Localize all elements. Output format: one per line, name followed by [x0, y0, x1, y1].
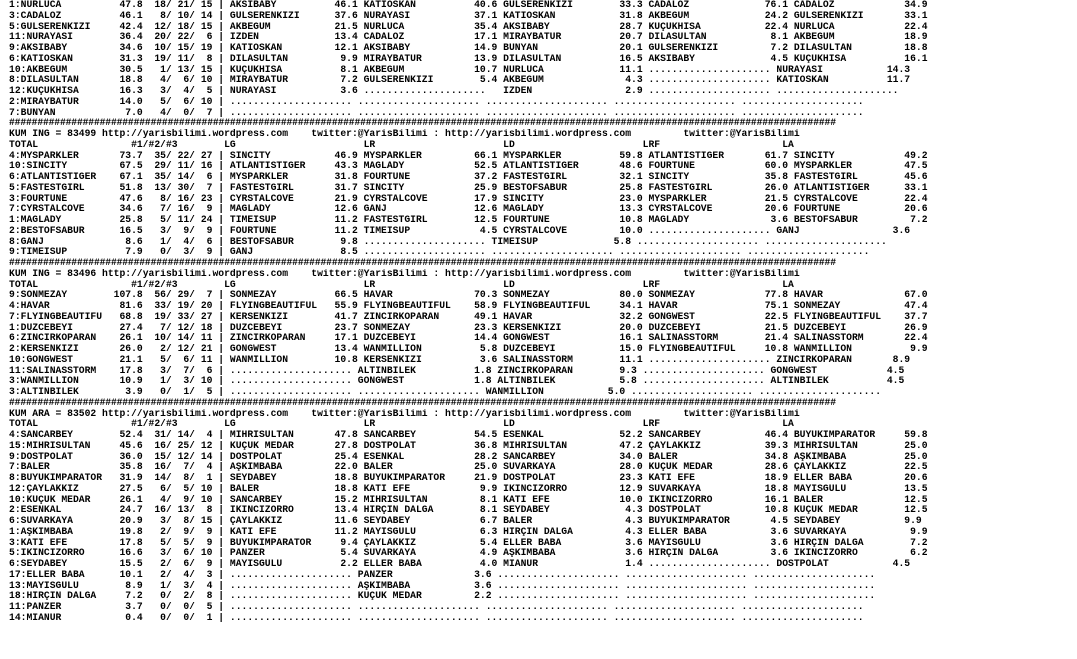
separator-line: ##################################################################################################################################################	[9, 397, 836, 408]
text-line: 11:NURAYASI 36.4 20/ 22/ 6 | İZDEN 13.4 CADALOZ 17.1 MİRAYBATUR 20.7 DİLASULTAN 8.1 AKBEGÜM 18.9	[9, 32, 928, 43]
text-line: 3:ALTINBİLEK 3.9 0/ 1/ 5 | ..................... ..................... WANMILLION 5.0 ..................... .....................	[9, 387, 882, 397]
text-line: TOTAL #1/#2/#3 LG LR LD LRF LA	[9, 139, 794, 150]
text-line: 8:GANJ 8.6 1/ 4/ 6 | BESTOFSABUR 9.8 ..................... TIMEISUP 5.8 ..................... .....................	[9, 236, 887, 247]
text-line: 8:DİLASULTAN 18.8 4/ 6/ 10 | MİRAYBATUR 7.2 GÜLSERENKIZI 5.4 AKBEGÜM 4.3 ..................... KATIÖSKAN 11.7	[9, 75, 911, 86]
text-line: 14:MİANUR 0.4 0/ 0/ 1 | ..................... ..................... ..................... ..................... .....................	[9, 612, 864, 623]
text-line: 10:AKBEGÜM 30.5 1/ 13/ 15 | KÜÇÜKHİSA 8.1 AKBEGÜM 10.7 NURLUCA 11.1 ..................... NURAYASI 14.3	[9, 64, 911, 75]
text-line: 7:FLYINGBEAUTIFU 68.8 19/ 33/ 27 | KERSENKIZI 41.7 ZİNCİRKOPARAN 49.1 HAVAR 32.2 GONGWEST 22.5 FLYINGBEAUTIFUL 37.7	[9, 311, 928, 322]
text-line: 7:BALER 35.8 16/ 7/ 4 | AŞKIMBABA 22.0 BALER 25.0 SUVARKAYA 28.0 KÜÇÜK MEDAR 28.6 ÇAYLAKKIZ 22.5	[9, 462, 928, 473]
text-line: 17:ELLER BABA 10.1 2/ 4/ 3 | ..................... PANZER 3.6 ..................... ..................... .....................	[9, 569, 876, 580]
text-line: 2:KERSENKIZI 26.0 2/ 12/ 21 | GONGWEST 13.4 WANMILLION 5.8 DÜZCEBEYİ 15.0 FLYINGBEAUTIFUL 10.8 WANMILLION 9.9	[9, 344, 928, 354]
text-line: 4:HAVAR 81.6 33/ 19/ 20 | FLYINGBEAUTIFUL 55.9 FLYINGBEAUTIFUL 58.9 FLYINGBEAUTIFUL 34.1 HAVAR 75.1 SÖNMEZAY 47.4	[9, 301, 928, 311]
text-line: 10:SINCITY 67.5 29/ 11/ 16 | ATLANTISTIGER 43.3 MAGLADY 52.5 ATLANTISTIGER 48.6 FOURTUNE 60.0 MYSPARKLER 47.5	[9, 161, 928, 172]
text-line: 1:NURLUCA 47.8 18/ 21/ 15 | AKSIBABY 46.1 KATIÖSKAN 40.6 GÜLSERENKIZI 33.3 CADALOZ 76.1 CADALOZ 34.9	[9, 0, 928, 10]
text-line: 10:KÜÇÜK MEDAR 26.1 4/ 9/ 10 | SANCARBEY 15.2 MİHRİSULTAN 8.1 KATİ EFE 10.0 İKİNCİZORRO 16.1 BALER 12.5	[9, 494, 928, 505]
text-line: 11:SALINASSTORM 17.8 3/ 7/ 6 | ..................... ALTINBİLEK 1.8 ZİNCİRKOPARAN 9.3 ..................... GONGWEST 4.5	[9, 365, 905, 376]
text-line: 9:TIMEISUP 7.9 0/ 3/ 9 | GANJ 8.5 ..................... ..................... ..................... .....................	[9, 247, 870, 258]
text-line: 1:MAGLADY 25.8 5/ 11/ 24 | TIMEISUP 11.2 FASTESTGIRL 12.5 FOURTUNE 10.8 MAGLADY 3.6 BESTOFSABUR 7.2	[9, 215, 928, 225]
text-line: 9:AKSIBABY 34.6 10/ 15/ 19 | KATIÖSKAN 12.1 AKSIBABY 14.9 BÜNYAN 20.1 GÜLSERENKIZI 7.2 DİLASULTAN 18.8	[9, 43, 928, 53]
text-line: 9:SÖNMEZAY 107.8 56/ 29/ 7 | SÖNMEZAY 66.5 HAVAR 70.3 SÖNMEZAY 80.0 SÖNMEZAY 77.8 HAVAR 67.0	[9, 290, 928, 301]
text-line: 8:BÜYÜKİMPARATOR 31.9 14/ 8/ 1 | SEYDABEY 18.8 BÜYÜKİMPARATOR 21.9 DOSTPOLAT 23.3 KATİ EFE 18.9 ELLER BABA 20.6	[9, 473, 928, 483]
text-line: 3:CADALOZ 46.1 8/ 10/ 14 | GÜLSERENKIZI 37.6 NURAYASI 37.1 KATIÖSKAN 31.8 AKBEGÜM 24.2 GÜLSERENKIZI 33.1	[9, 10, 928, 21]
text-line: 3:KATİ EFE 17.8 5/ 5/ 9 | BÜYÜKİMPARATOR 9.4 ÇAYLAKKIZ 5.4 ELLER BABA 3.6 MAYISGÜLÜ 3.6 HIRÇIN DALGA 7.2	[9, 537, 928, 548]
text-line: 12:KÜÇÜKHİSA 16.3 3/ 4/ 5 | NURAYASI 3.6 ..................... İZDEN 2.9 ..................... .....................	[9, 86, 899, 96]
text-line: 2:MİRAYBATUR 14.0 5/ 6/ 10 | ..................... ..................... ..................... ..................... .....................	[9, 96, 864, 107]
text-line: 2:ESENKAL 24.7 16/ 13/ 8 | İKİNCİZORRO 13.4 HIRÇIN DALGA 8.1 SEYDABEY 4.3 DOSTPOLAT 10.8 KÜÇÜK MEDAR 12.5	[9, 505, 928, 516]
text-line: 3:WANMILLION 10.9 1/ 3/ 10 | ..................... GONGWEST 1.8 ALTINBİLEK 5.8 ..................... ALTINBİLEK 4.5	[9, 376, 905, 387]
text-line: TOTAL #1/#2/#3 LG LR LD LRF LA	[9, 279, 794, 290]
text-line: 4:MYSPARKLER 73.7 35/ 22/ 27 | SINCITY 46.9 MYSPARKLER 66.1 MYSPARKLER 59.8 ATLANTISTIGER 61.7 SINCITY 49.2	[9, 150, 928, 161]
text-line: 10:GONGWEST 21.1 5/ 6/ 11 | WANMILLION 10.8 KERSENKIZI 3.6 SALINASSTORM 11.1 ..................... ZİNCİRKOPARAN 8.9	[9, 354, 911, 365]
text-line: 1:DÜZCEBEYİ 27.4 7/ 12/ 18 | DÜZCEBEYİ 23.7 SÖNMEZAY 23.3 KERSENKIZI 20.0 DÜZCEBEYİ 21.5 DÜZCEBEYİ 26.9	[9, 322, 928, 333]
text-line: 13:MAYISGÜLÜ 8.9 1/ 3/ 4 | ..................... AŞKIMBABA 3.6 ..................... ..................... .....................	[9, 580, 876, 591]
text-line: 3:FOURTUNE 47.6 8/ 16/ 23 | CYRSTALCOVE 21.9 CYRSTALCOVE 17.9 SINCITY 23.0 MYSPARKLER 21.5 CYRSTALCOVE 22.4	[9, 193, 928, 204]
text-line: 6:SEYDABEY 15.5 2/ 6/ 9 | MAYISGÜLÜ 2.2 ELLER BABA 4.0 MİANUR 1.4 ..................... DOSTPOLAT 4.5	[9, 559, 911, 569]
text-line: KUM ARA = 83502 http://yarisbilimi.wordpress.com twitter:@YarisBilimi : http://yarisbilimi.wordpress.com twitter:@YarisBilimi	[9, 408, 800, 419]
text-line: KUM ING = 83499 http://yarisbilimi.wordpress.com twitter:@YarisBilimi : http://yarisbilimi.wordpress.com twitter:@YarisBilimi	[9, 129, 800, 139]
text-line: TOTAL #1/#2/#3 LG LR LD LRF LA	[9, 419, 794, 430]
text-line: 5:FASTESTGIRL 51.8 13/ 30/ 7 | FASTESTGIRL 31.7 SINCITY 25.9 BESTOFSABUR 25.8 FASTESTGIRL 26.0 ATLANTISTIGER 33.1	[9, 182, 928, 193]
text-line: KUM ING = 83496 http://yarisbilimi.wordpress.com twitter:@YarisBilimi : http://yarisbilimi.wordpress.com twitter:@YarisBilimi	[9, 268, 800, 279]
text-line: 9:DOSTPOLAT 36.0 15/ 12/ 14 | DOSTPOLAT 25.4 ESENKAL 28.2 SANCARBEY 34.0 BALER 34.8 AŞKIMBABA 25.0	[9, 451, 928, 462]
text-line: 1:AŞKIMBABA 19.8 2/ 9/ 9 | KATİ EFE 11.2 MAYISGÜLÜ 6.3 HIRÇIN DALGA 4.3 ELLER BABA 3.6 SUVARKAYA 9.9	[9, 526, 928, 537]
text-line: 5:İKİNCİZORRO 16.6 3/ 6/ 10 | PANZER 5.4 SUVARKAYA 4.9 AŞKIMBABA 3.6 HIRÇIN DALGA 3.6 İKİNCİZORRO 6.2	[9, 548, 928, 559]
text-line: 6:ATLANTISTIGER 67.1 35/ 14/ 6 | MYSPARKLER 31.8 FOURTUNE 37.2 FASTESTGIRL 32.1 SINCITY 35.8 FASTESTGIRL 45.6	[9, 172, 928, 182]
separator-line: ##################################################################################################################################################	[9, 118, 836, 129]
separator-line: ##################################################################################################################################################	[9, 258, 836, 268]
text-line: 6:ZİNCİRKOPARAN 26.1 10/ 14/ 11 | ZİNCİRKOPARAN 17.1 DÜZCEBEYİ 14.4 GONGWEST 16.1 SALINASSTORM 21.4 SALINASSTORM 22.4	[9, 333, 928, 344]
text-line: 2:BESTOFSABUR 16.5 3/ 9/ 9 | FOURTUNE 11.2 TIMEISUP 4.5 CYRSTALCOVE 10.0 ..................... GANJ 3.6	[9, 225, 911, 236]
text-line: 6:KATIÖSKAN 31.3 19/ 11/ 8 | DİLASULTAN 9.9 MİRAYBATUR 13.9 DİLASULTAN 16.5 AKSIBABY 4.5 KÜÇÜKHİSA 16.1	[9, 53, 928, 64]
text-line: 7:CYRSTALCOVE 34.6 7/ 16/ 9 | MAGLADY 12.6 GANJ 12.6 MAGLADY 13.3 CYRSTALCOVE 20.6 FOURTUNE 20.6	[9, 204, 928, 215]
text-line: 5:GÜLSERENKIZI 42.4 12/ 18/ 15 | AKBEGÜM 21.5 NURLUCA 35.4 AKSIBABY 28.7 KÜÇÜKHİSA 22.4 NURLUCA 22.4	[9, 21, 928, 32]
text-line: 15:MİHRİSULTAN 45.6 16/ 25/ 12 | KÜÇÜK MEDAR 27.8 DOSTPOLAT 36.8 MİHRİSULTAN 47.2 ÇAYLAKKIZ 39.3 MİHRİSULTAN 25.0	[9, 440, 928, 451]
text-line: 4:SANCARBEY 52.4 31/ 14/ 4 | MİHRİSULTAN 47.8 SANCARBEY 54.5 ESENKAL 52.2 SANCARBEY 46.4 BÜYÜKİMPARATOR 59.8	[9, 430, 928, 440]
text-line: 12:ÇAYLAKKIZ 27.5 6/ 5/ 10 | BALER 18.8 KATİ EFE 9.9 İKİNCİZORRO 12.9 SUVARKAYA 18.8 MAYISGÜLÜ 13.5	[9, 483, 928, 494]
text-line: 11:PANZER 3.7 0/ 0/ 5 | ..................... ..................... ..................... ..................... .....................	[9, 602, 864, 612]
text-line: 18:HIRÇIN DALGA 7.2 0/ 2/ 8 | ..................... KÜÇÜK MEDAR 2.2 ..................... ..................... .....................	[9, 591, 876, 602]
text-line: 6:SUVARKAYA 20.9 3/ 8/ 15 | ÇAYLAKKIZ 11.6 SEYDABEY 6.7 BALER 4.3 BÜYÜKİMPARATOR 4.5 SEYDABEY 9.9	[9, 516, 922, 526]
text-line: 7:BÜNYAN 7.0 4/ 0/ 7 | ..................... ..................... ..................... ..................... .....................	[9, 107, 864, 118]
